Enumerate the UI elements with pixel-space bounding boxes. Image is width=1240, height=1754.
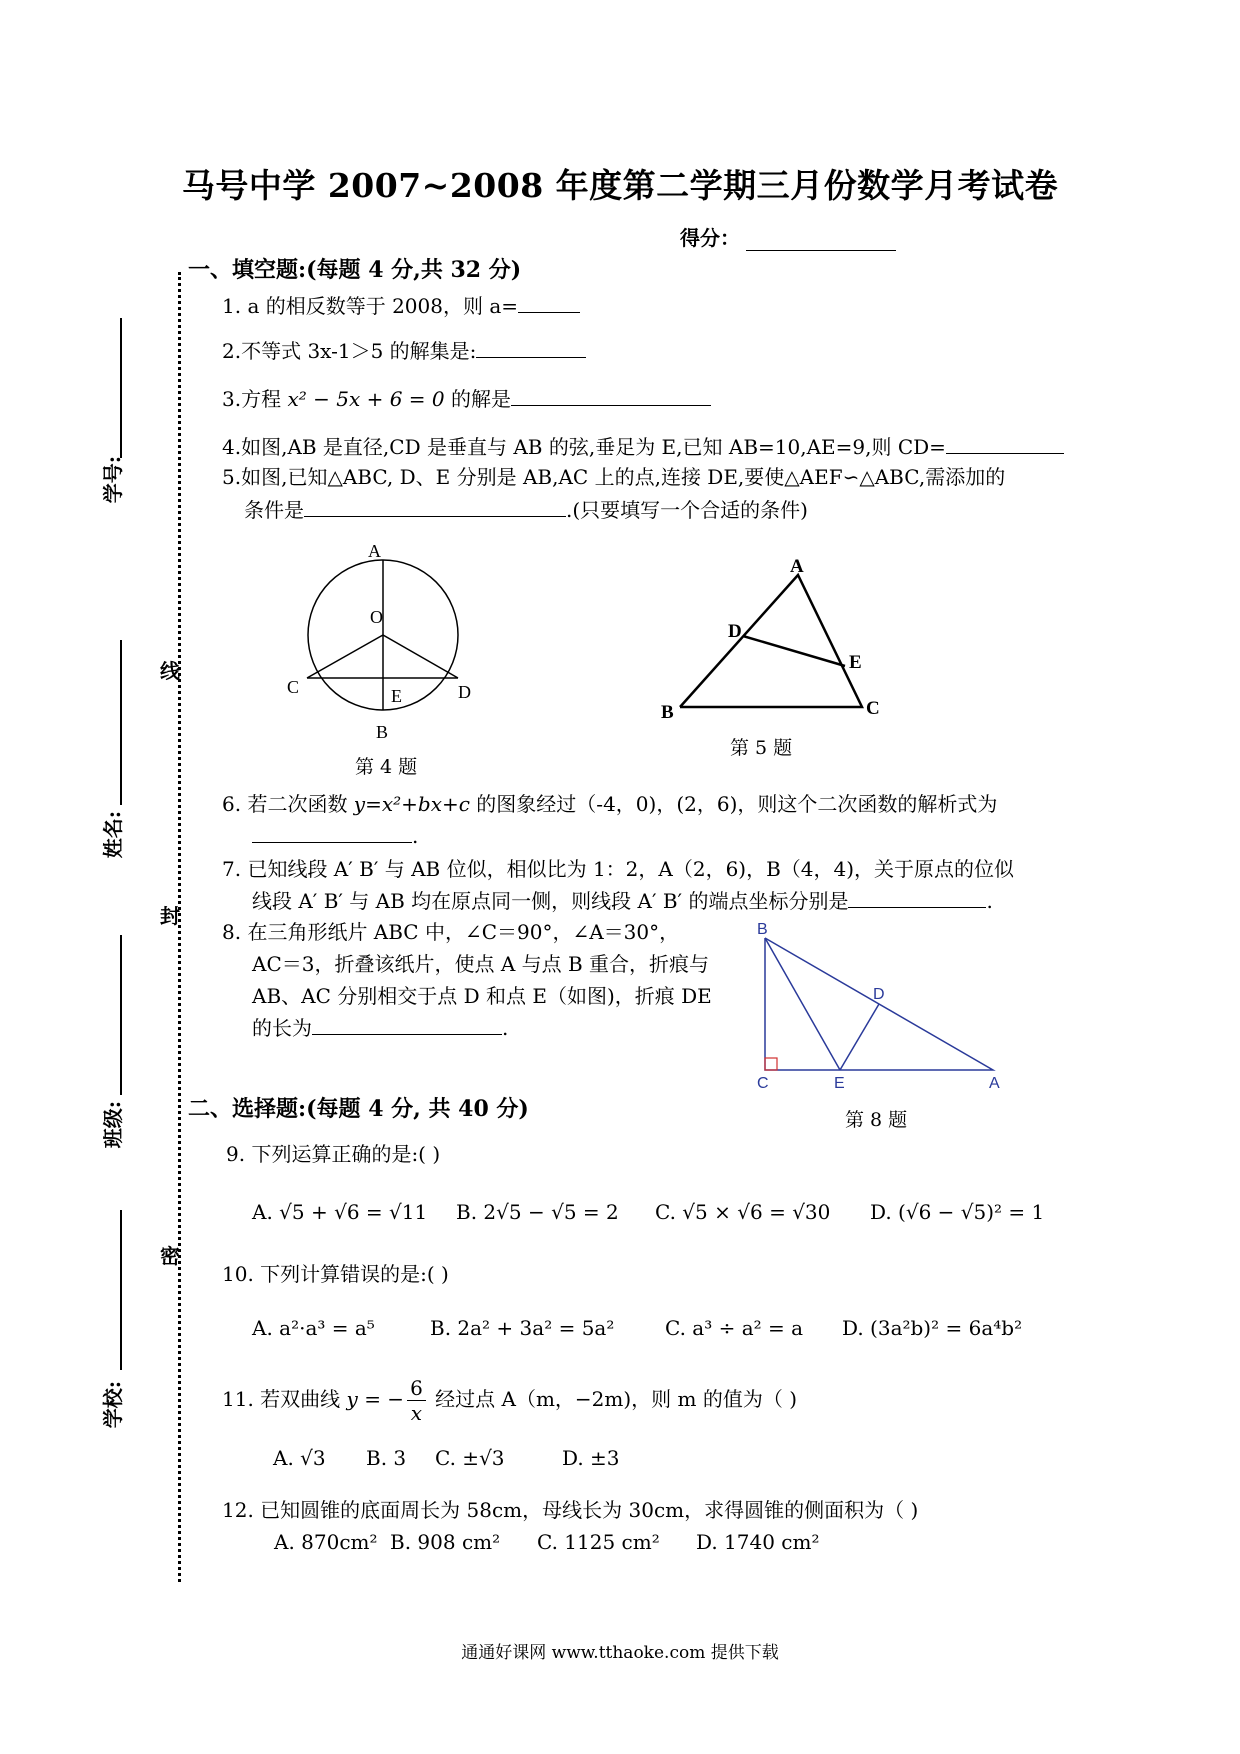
seal-char-feng: 封	[160, 904, 180, 928]
q9-option-d[interactable]: D. (√6 − √5)² = 1	[870, 1200, 1045, 1224]
question-8-line-4: 的长为 .	[252, 1016, 509, 1040]
q12-option-b[interactable]: B. 908 cm²	[390, 1530, 501, 1554]
answer-blank-8[interactable]	[312, 1014, 502, 1035]
question-10: 10. 下列计算错误的是:( )	[222, 1262, 449, 1286]
q11-option-c[interactable]: C. ±√3	[435, 1446, 505, 1470]
question-9: 9. 下列运算正确的是:( )	[226, 1142, 441, 1166]
q9-option-a[interactable]: A. √5 + √6 = √11	[252, 1200, 428, 1224]
question-5-line-1: 5.如图,已知△ABC, D、E 分别是 AB,AC 上的点,连接 DE,要使△AEF∽△ABC,需添加的	[222, 465, 1006, 489]
answer-blank-7[interactable]	[848, 887, 986, 908]
segment-de	[840, 1004, 879, 1070]
side-blank-name[interactable]	[120, 640, 122, 805]
page-title: 马号中学 2007~2008 年度第二学期三月份数学月考试卷	[181, 166, 1059, 205]
label-o: O	[370, 607, 383, 627]
q11-option-a[interactable]: A. √3	[273, 1446, 326, 1470]
label-b: B	[376, 722, 389, 742]
side-blank-school[interactable]	[120, 1210, 122, 1370]
quadratic-function: y=x²+bx+c	[353, 792, 470, 816]
label-c: C	[866, 698, 880, 719]
segment-be	[765, 938, 840, 1070]
q10-option-b[interactable]: B. 2a² + 3a² = 5a²	[430, 1316, 615, 1340]
answer-blank-6[interactable]	[252, 822, 412, 843]
figure-8-caption: 第 8 题	[845, 1109, 908, 1131]
question-8-line-3: AB、AC 分别相交于点 D 和点 E（如图)，折痕 DE	[252, 984, 712, 1008]
side-label-class: 班级:	[101, 1100, 126, 1149]
score-field	[680, 222, 896, 251]
fraction-numerator: 6	[407, 1376, 426, 1401]
side-blank-student-id[interactable]	[120, 318, 122, 458]
question-6: 6. 若二次函数 y=x²+bx+c 的图象经过（-4，0)，(2，6)，则这个二次函数的解析式为	[222, 792, 998, 816]
question-1: 1. a 的相反数等于 2008，则 a=	[222, 292, 580, 320]
question-5-line-2: 条件是 .(只要填写一个合适的条件)	[244, 498, 808, 522]
question-12: 12. 已知圆锥的底面周长为 58cm，母线长为 30cm，求得圆锥的侧面积为（ )	[222, 1498, 919, 1522]
question-7-line-2: 线段 A′ B′ 与 AB 均在原点同一侧，则线段 A′ B′ 的端点坐标分别是 .	[252, 889, 993, 913]
label-e: E	[391, 686, 402, 706]
side-label-name: 姓名:	[101, 810, 126, 859]
question-3: 3.方程 x² − 5x + 6 = 0 的解是	[222, 385, 711, 413]
label-e: E	[849, 652, 862, 673]
answer-blank-3[interactable]	[511, 385, 711, 406]
question-11: 11. 若双曲线 y = − $\frac{6}{x}$ 经过点 A（m，−2m)，则 m 的值为（ )	[222, 1376, 798, 1425]
label-c: C	[757, 1075, 769, 1092]
q10-option-d[interactable]: D. (3a²b)² = 6a⁴b²	[842, 1316, 1023, 1340]
question-7-line-1: 7. 已知线段 A′ B′ 与 AB 位似，相似比为 1：2，A（2，6)，B（4，4)，关于原点的位似	[222, 857, 1015, 881]
q9-option-b[interactable]: B. 2√5 − √5 = 2	[456, 1200, 619, 1224]
section-2-heading: 二、选择题:(每题 4 分, 共 40 分)	[188, 1096, 529, 1122]
radius-oc	[307, 635, 383, 678]
label-a: A	[989, 1075, 1000, 1092]
section-1-heading: 一、填空题:(每题 4 分,共 32 分)	[188, 257, 522, 283]
q10-option-c[interactable]: C. a³ ÷ a² = a	[665, 1316, 804, 1340]
fraction	[407, 1376, 426, 1425]
q11-option-b[interactable]: B. 3	[366, 1446, 407, 1470]
side-label-school: 学校:	[101, 1380, 126, 1429]
figure-4-caption: 第 4 题	[355, 756, 418, 778]
figure-4-circle	[287, 540, 490, 770]
question-6-answer: .	[252, 822, 418, 850]
score-label: 得分：	[680, 226, 740, 250]
question-2: 2.不等式 3x-1＞5 的解集是:	[222, 337, 586, 365]
q12-option-d[interactable]: D. 1740 cm²	[696, 1530, 820, 1554]
fraction-denominator: x	[410, 1401, 423, 1425]
question-8-line-2: AC＝3，折叠该纸片，使点 A 与点 B 重合，折痕与	[252, 952, 710, 976]
q12-option-a[interactable]: A. 870cm²	[274, 1530, 378, 1554]
label-b: B	[661, 702, 674, 723]
figure-5-triangle	[650, 555, 900, 730]
label-a: A	[790, 556, 804, 577]
label-e: E	[834, 1075, 845, 1092]
q9-option-c[interactable]: C. √5 × √6 = √30	[655, 1200, 831, 1224]
answer-blank-4[interactable]	[946, 433, 1064, 454]
answer-blank-5[interactable]	[304, 496, 566, 517]
label-b: B	[757, 921, 768, 938]
seal-char-xian: 线	[160, 659, 180, 683]
seal-char-mi: 密	[160, 1244, 180, 1268]
right-angle-marker	[765, 1058, 777, 1070]
equation: x² − 5x + 6 = 0	[287, 387, 445, 411]
label-d: D	[458, 682, 471, 702]
q11-option-d[interactable]: D. ±3	[562, 1446, 620, 1470]
label-d: D	[873, 986, 885, 1003]
answer-blank-1[interactable]	[518, 292, 580, 313]
answer-blank-2[interactable]	[476, 337, 586, 358]
triangle-abc	[680, 575, 862, 707]
label-d: D	[728, 621, 742, 642]
q10-option-a[interactable]: A. a²·a³ = a⁵	[252, 1316, 375, 1340]
side-blank-class[interactable]	[120, 935, 122, 1095]
question-8-line-1: 8. 在三角形纸片 ABC 中，∠C＝90°，∠A＝30°，	[222, 920, 680, 944]
radius-od	[383, 635, 458, 678]
label-a: A	[368, 541, 381, 561]
figure-5-caption: 第 5 题	[730, 737, 793, 759]
side-label-student-id: 学号:	[101, 455, 126, 504]
label-c: C	[287, 677, 300, 697]
q12-option-c[interactable]: C. 1125 cm²	[537, 1530, 660, 1554]
footer-text: 通通好课网 www.tthaoke.com 提供下载	[461, 1643, 779, 1663]
question-4: 4.如图,AB 是直径,CD 是垂直与 AB 的弦,垂足为 E,已知 AB=10,AE=9,则 CD=	[222, 433, 1064, 461]
score-blank[interactable]	[746, 232, 896, 251]
figure-8-triangle	[745, 920, 1015, 1095]
